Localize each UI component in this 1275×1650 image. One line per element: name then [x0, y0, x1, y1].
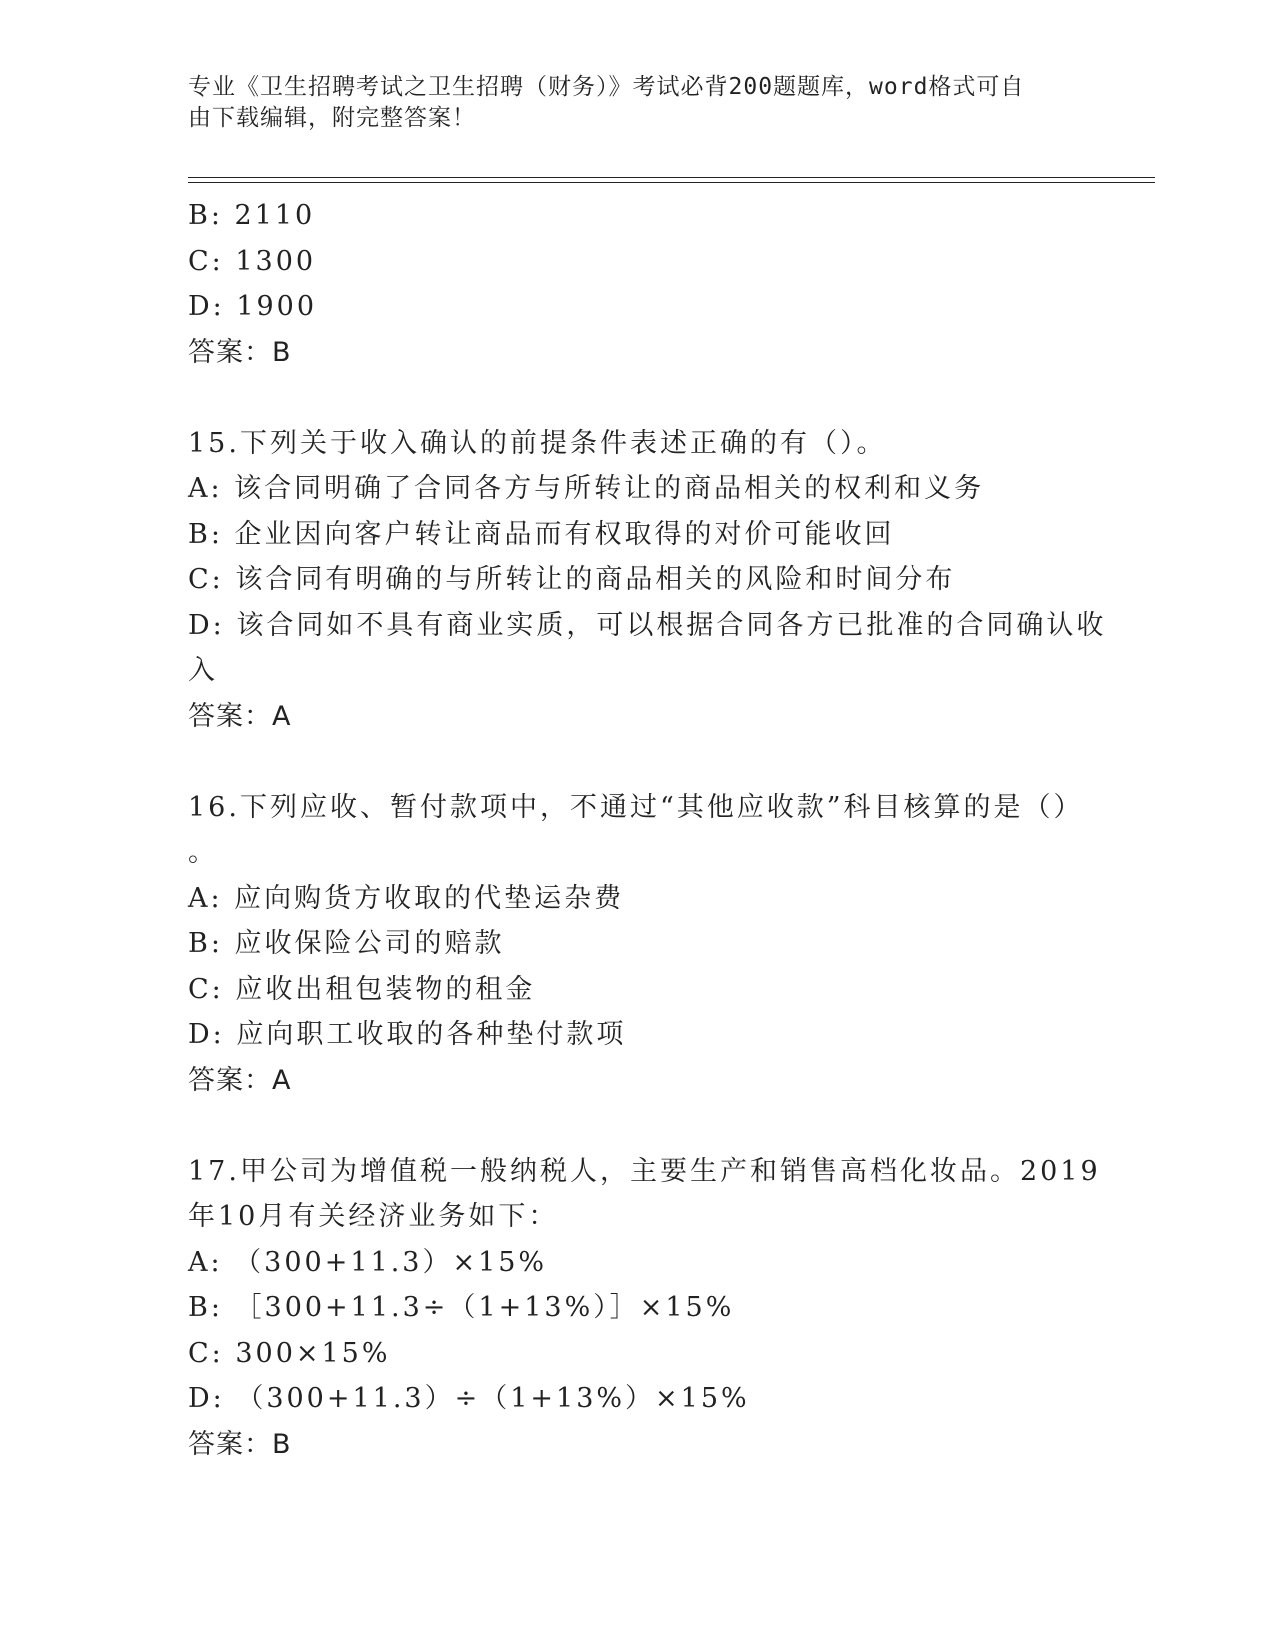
question-list	[188, 193, 1107, 1467]
question-14-continued	[188, 193, 1088, 375]
option-d: D: 应向职工收取的各种垫付款项	[188, 1019, 627, 1050]
question-stem-continued: 年10月有关经济业务如下：	[188, 1201, 559, 1232]
header-line-2: 由下载编辑，附完整答案！	[188, 105, 476, 131]
document-header	[188, 72, 1088, 134]
question-stem-continued: 。	[188, 837, 218, 868]
spacer	[188, 739, 1088, 785]
option-c: C: 300×15%	[188, 1337, 391, 1369]
header-divider-top	[188, 177, 1155, 178]
question-stem: 15.下列关于收入确认的前提条件表述正确的有（）。	[188, 427, 887, 459]
answer: 答案：A	[188, 700, 292, 732]
option-b: B: 应收保险公司的赔款	[188, 928, 505, 959]
option-d: D: （300+11.3）÷（1+13%）×15%	[188, 1383, 750, 1414]
question-stem: 16.下列应收、暂付款项中，不通过“其他应收款”科目核算的是（）	[188, 791, 1084, 823]
option-c: C: 应收出租包装物的租金	[188, 973, 536, 1005]
option-d: D: 1900	[188, 291, 318, 322]
option-a: A: 应向购货方收取的代垫运杂费	[188, 882, 625, 914]
header-divider-bottom	[188, 182, 1155, 183]
option-c: C: 该合同有明确的与所转让的商品相关的风险和时间分布	[188, 564, 956, 595]
option-a: A: （300+11.3）×15%	[188, 1246, 548, 1278]
spacer	[188, 375, 1088, 421]
answer: 答案：A	[188, 1064, 292, 1096]
option-b: B: 2110	[188, 200, 316, 231]
header-line-1: 专业《卫生招聘考试之卫生招聘（财务）》考试必背200题题库，word格式可自	[188, 74, 1025, 100]
option-d: D: 该合同如不具有商业实质，可以根据合同各方已批准的合同确认收	[188, 609, 1107, 641]
question-stem: 17.甲公司为增值税一般纳税人，主要生产和销售高档化妆品。2019	[188, 1155, 1101, 1187]
question-17	[188, 1149, 1101, 1468]
question-16	[188, 785, 1088, 1104]
spacer	[188, 1103, 1088, 1149]
option-a: A: 该合同明确了合同各方与所转让的商品相关的权利和义务	[188, 473, 985, 504]
option-d-continued: 入	[188, 655, 218, 686]
option-b: B: ［300+11.3÷（1+13%）］×15%	[188, 1292, 735, 1323]
answer: 答案：B	[188, 1428, 292, 1460]
answer: 答案：B	[188, 336, 292, 368]
option-c: C: 1300	[188, 245, 317, 277]
option-b: B: 企业因向客户转让商品而有权取得的对价可能收回	[188, 518, 895, 550]
question-15	[188, 421, 1107, 740]
